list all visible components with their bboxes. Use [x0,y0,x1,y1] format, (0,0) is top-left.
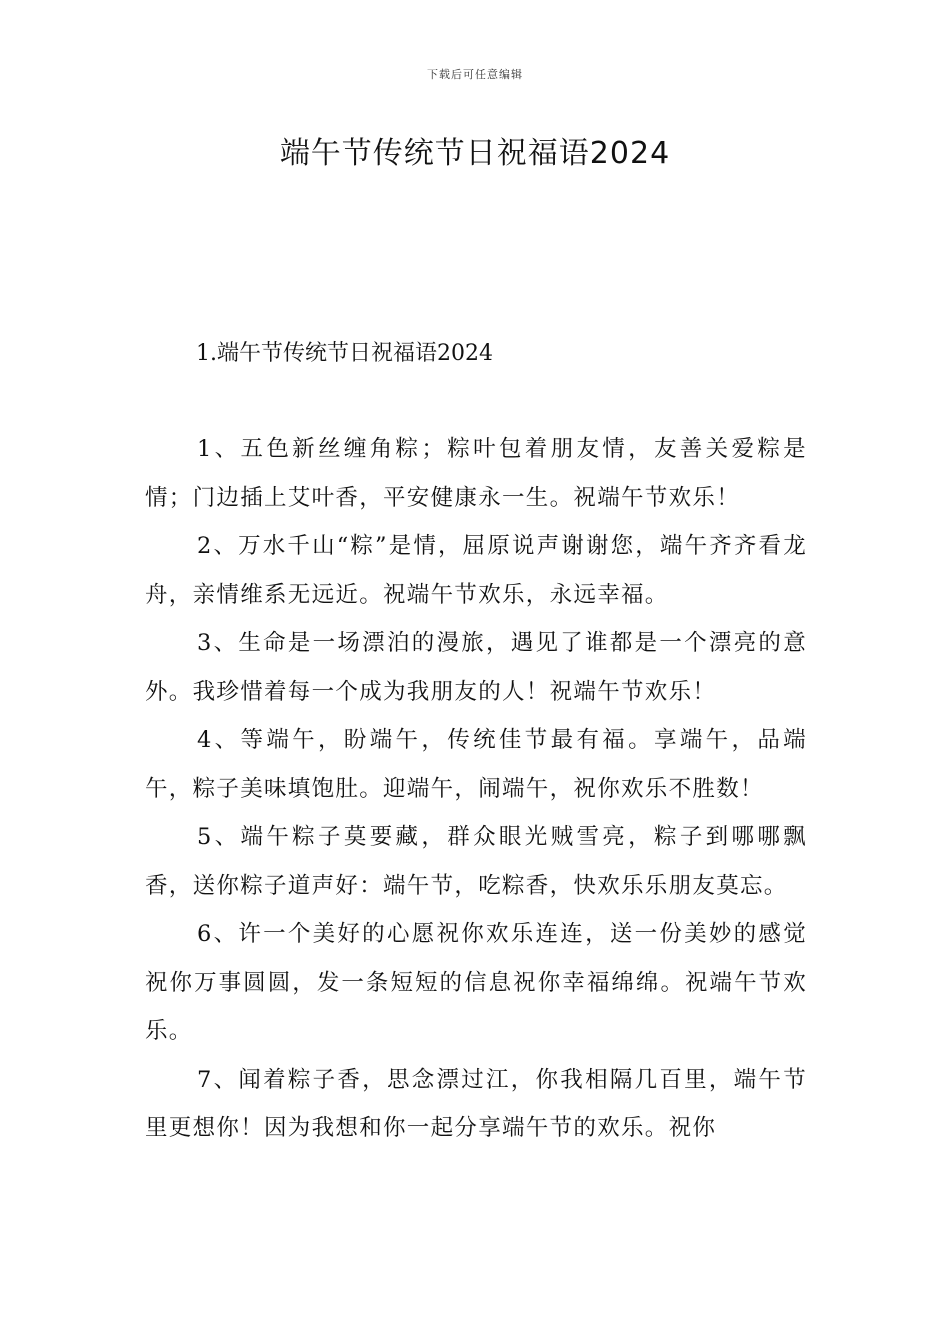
paragraph: 5、端午粽子莫要藏，群众眼光贼雪亮，粽子到哪哪飘香，送你粽子道声好：端午节，吃粽香，快欢乐乐朋友莫忘。 [145,824,807,899]
header-note: 下载后可任意编辑 [427,68,523,81]
paragraph: 4、等端午，盼端午，传统佳节最有福。享端午，品端午，粽子美味填饱肚。迎端午，闹端午，祝你欢乐不胜数！ [145,727,807,802]
paragraph: 6、许一个美好的心愿祝你欢乐连连，送一份美妙的感觉祝你万事圆圆，发一条短短的信息祝你幸福绵绵。祝端午节欢乐。 [145,921,807,1044]
paragraph: 7、闻着粽子香，思念漂过江，你我相隔几百里，端午节里更想你！因为我想和你一起分享端午节的欢乐。祝你 [145,1066,807,1141]
document-title: 端午节传统节日祝福语2024 [279,136,671,171]
section-heading: 1.端午节传统节日祝福语2024 [196,341,493,366]
paragraph: 3、生命是一场漂泊的漫旅，遇见了谁都是一个漂亮的意外。我珍惜着每一个成为我朋友的人！祝端午节欢乐！ [145,630,807,705]
paragraph: 2、万水千山“粽”是情，屈原说声谢谢您，端午齐齐看龙舟，亲情维系无远近。祝端午节欢乐，永远幸福。 [145,533,807,608]
paragraph: 1、五色新丝缠角粽；粽叶包着朋友情，友善关爱粽是情；门边插上艾叶香，平安健康永一生。祝端午节欢乐！ [145,436,807,511]
body-text [145,425,807,1153]
